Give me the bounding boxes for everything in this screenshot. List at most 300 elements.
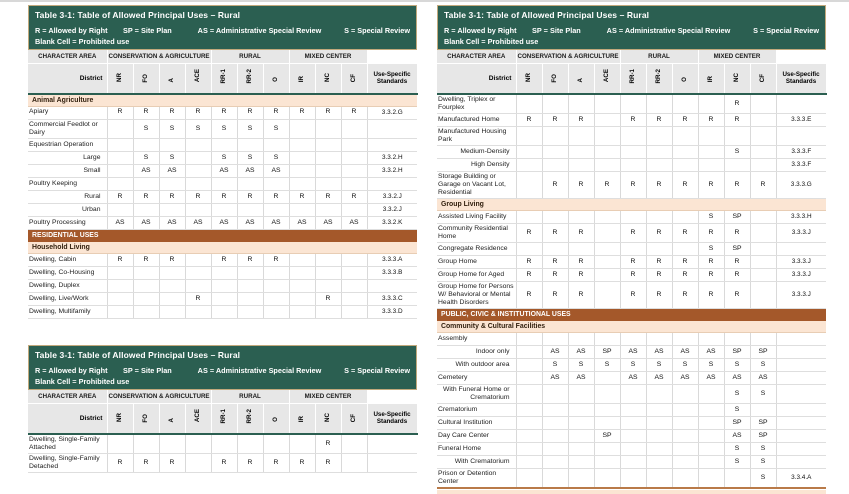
standard-ref-cell <box>367 279 417 292</box>
allowance-cell: R <box>133 253 159 266</box>
allowance-cell <box>620 145 646 158</box>
use-specific-standards-label: Use-Specific Standards <box>776 64 826 94</box>
allowance-cell <box>724 126 750 145</box>
allowance-cell <box>568 455 594 468</box>
allowance-cell <box>672 429 698 442</box>
allowance-cell <box>698 429 724 442</box>
allowance-cell <box>516 403 542 416</box>
allowance-cell <box>646 210 672 223</box>
column-group-2: RURAL <box>620 50 698 64</box>
allowance-cell <box>542 403 568 416</box>
standard-ref-cell <box>776 345 826 358</box>
allowance-cell <box>672 416 698 429</box>
allowance-cell <box>263 279 289 292</box>
district-code: FO <box>141 413 149 423</box>
table-row <box>437 113 826 126</box>
allowance-cell <box>107 305 133 318</box>
district-column-ACE <box>594 64 620 94</box>
standard-ref-cell: 3.3.3.F <box>776 158 826 171</box>
allowance-cell: R <box>133 106 159 119</box>
district-column-NC <box>315 64 341 94</box>
allowance-cell <box>107 434 133 454</box>
standard-ref-cell: 3.3.3.A <box>367 253 417 266</box>
allowance-cell <box>620 403 646 416</box>
standard-ref-cell <box>367 177 417 190</box>
use-name: Group Home for Aged <box>437 268 516 281</box>
allowance-cell <box>133 266 159 279</box>
allowance-cell <box>542 455 568 468</box>
subsection-header-row <box>437 321 826 333</box>
allowance-cell <box>185 279 211 292</box>
allowance-cell: R <box>672 281 698 308</box>
allowance-cell <box>620 242 646 255</box>
allowance-cell: S <box>263 119 289 138</box>
allowance-cell <box>594 384 620 403</box>
allowance-cell <box>698 416 724 429</box>
table-header <box>437 50 826 94</box>
subsection-header-row <box>437 198 826 210</box>
allowance-cell: R <box>568 171 594 198</box>
allowance-cell <box>341 164 367 177</box>
allowance-cell <box>516 358 542 371</box>
allowance-cell: S <box>698 358 724 371</box>
district-code: CF <box>349 414 357 423</box>
allowance-cell <box>341 434 367 454</box>
allowance-cell <box>159 292 185 305</box>
allowance-cell: R <box>698 171 724 198</box>
allowance-cell <box>646 416 672 429</box>
use-name: Poultry Keeping <box>28 177 107 190</box>
section-label: Group Living <box>437 198 826 210</box>
allowance-cell: R <box>646 255 672 268</box>
allowance-cell <box>516 126 542 145</box>
district-column-CF <box>341 404 367 434</box>
allowance-cell: R <box>724 113 750 126</box>
table-title: Table 3-1: Table of Allowed Principal Uses – Rural <box>444 10 650 20</box>
table-title-bar <box>28 345 417 390</box>
allowance-cell <box>646 455 672 468</box>
allowance-cell: SP <box>750 416 776 429</box>
section-label: Animal Agriculture <box>28 94 417 107</box>
standard-ref-cell <box>776 403 826 416</box>
allowance-cell: R <box>211 253 237 266</box>
allowance-cell <box>516 429 542 442</box>
allowance-cell <box>646 442 672 455</box>
allowance-cell <box>568 126 594 145</box>
table-row <box>437 223 826 242</box>
allowance-cell: S <box>646 358 672 371</box>
group-row-blank-cell <box>776 50 826 64</box>
district-code: ACE <box>193 69 201 83</box>
standard-ref-cell: 3.3.3.H <box>776 210 826 223</box>
district-label: District <box>437 64 516 94</box>
allowance-cell <box>289 253 315 266</box>
allowance-cell <box>516 242 542 255</box>
allowance-cell <box>341 266 367 279</box>
use-name: Cultural Institution <box>437 416 516 429</box>
district-column-RR-2 <box>237 404 263 434</box>
allowance-cell <box>698 332 724 345</box>
allowance-cell <box>750 332 776 345</box>
table-row <box>28 106 417 119</box>
allowance-cell <box>315 177 341 190</box>
allowance-cell: S <box>568 358 594 371</box>
allowance-cell <box>542 468 568 488</box>
table-row <box>437 384 826 403</box>
allowance-cell <box>516 171 542 198</box>
table-title: Table 3-1: Table of Allowed Principal Uses – Rural <box>35 10 241 20</box>
use-name: Manufactured Housing Park <box>437 126 516 145</box>
allowance-cell <box>107 266 133 279</box>
table-row <box>437 158 826 171</box>
allowance-cell <box>620 158 646 171</box>
allowance-cell: AS <box>542 371 568 384</box>
allowance-cell: R <box>672 223 698 242</box>
allowance-cell <box>542 158 568 171</box>
district-label: District <box>28 404 107 434</box>
allowance-cell: S <box>698 242 724 255</box>
table-header <box>28 50 417 94</box>
character-area-label: CHARACTER AREA <box>28 390 107 404</box>
allowance-cell <box>750 403 776 416</box>
allowance-cell: R <box>133 190 159 203</box>
allowance-cell <box>289 151 315 164</box>
allowance-cell <box>620 416 646 429</box>
allowance-cell <box>516 455 542 468</box>
allowance-cell: S <box>133 151 159 164</box>
allowance-cell <box>159 305 185 318</box>
cutoff-section-strip <box>437 490 826 494</box>
standard-ref-cell <box>776 442 826 455</box>
allowance-cell: S <box>133 119 159 138</box>
allowance-cell <box>237 292 263 305</box>
allowance-cell <box>315 138 341 151</box>
use-name: Equestrian Operation <box>28 138 107 151</box>
allowance-cell <box>315 266 341 279</box>
allowance-cell <box>107 279 133 292</box>
allowance-cell <box>750 145 776 158</box>
allowance-cell <box>698 442 724 455</box>
allowance-cell <box>211 203 237 216</box>
allowance-cell: R <box>289 190 315 203</box>
allowance-cell <box>341 203 367 216</box>
allowance-cell: AS <box>620 345 646 358</box>
table-row <box>437 171 826 198</box>
allowance-cell <box>568 94 594 114</box>
table-row <box>28 190 417 203</box>
district-column-O <box>263 64 289 94</box>
use-name: Urban <box>28 203 107 216</box>
allowance-cell: R <box>107 253 133 266</box>
allowance-cell <box>568 332 594 345</box>
allowance-cell <box>750 281 776 308</box>
uses-table-container <box>28 390 417 473</box>
allowance-cell: AS <box>341 216 367 229</box>
allowance-cell <box>594 403 620 416</box>
allowance-cell: AS <box>133 164 159 177</box>
allowance-cell <box>185 177 211 190</box>
allowance-cell: R <box>646 171 672 198</box>
legend-blank-cell: Blank Cell = Prohibited use <box>35 37 130 46</box>
allowance-cell <box>646 145 672 158</box>
allowance-cell <box>107 119 133 138</box>
allowance-cell: AS <box>542 345 568 358</box>
standard-ref-cell: 3.3.3.E <box>776 113 826 126</box>
allowance-cell <box>542 416 568 429</box>
allowance-cell <box>315 203 341 216</box>
allowance-cell <box>646 126 672 145</box>
allowance-cell: R <box>646 223 672 242</box>
use-name: Funeral Home <box>437 442 516 455</box>
section-label: Household Living <box>28 242 417 254</box>
district-code: CF <box>349 74 357 83</box>
allowance-cell: R <box>698 268 724 281</box>
allowance-cell <box>107 292 133 305</box>
allowance-cell <box>133 177 159 190</box>
allowance-cell <box>133 292 159 305</box>
district-column-FO <box>133 404 159 434</box>
district-code: ACE <box>193 409 201 423</box>
allowance-cell <box>185 151 211 164</box>
allowance-cell <box>672 468 698 488</box>
allowance-cell: R <box>672 255 698 268</box>
allowance-cell <box>341 177 367 190</box>
allowance-cell <box>672 94 698 114</box>
use-name: Dwelling, Co-Housing <box>28 266 107 279</box>
allowance-cell: R <box>724 255 750 268</box>
allowance-cell: R <box>516 223 542 242</box>
use-name: Dwelling, Triplex or Fourplex <box>437 94 516 114</box>
allowance-cell: R <box>568 268 594 281</box>
use-name: Manufactured Home <box>437 113 516 126</box>
standard-ref-cell: 3.3.2.J <box>367 203 417 216</box>
allowance-cell <box>750 255 776 268</box>
allowance-cell: R <box>133 453 159 472</box>
allowance-cell <box>341 138 367 151</box>
allowance-cell <box>211 305 237 318</box>
allowance-cell: R <box>315 434 341 454</box>
standard-ref-cell <box>776 455 826 468</box>
allowance-cell: R <box>542 171 568 198</box>
column-group-3: MIXED CENTER <box>698 50 776 64</box>
district-column-CF <box>341 64 367 94</box>
use-name: Assembly <box>437 332 516 345</box>
legend-item: AS = Administrative Special Review <box>197 26 322 35</box>
allowance-cell: R <box>315 453 341 472</box>
use-name: Group Home for Persons W/ Behavioral or Mental Health Disorders <box>437 281 516 308</box>
use-name: With Funeral Home or Crematorium <box>437 384 516 403</box>
use-name: Congregate Residence <box>437 242 516 255</box>
allowance-cell <box>620 384 646 403</box>
allowance-cell <box>620 126 646 145</box>
allowance-cell <box>594 442 620 455</box>
table-row <box>28 151 417 164</box>
district-header-row <box>28 404 417 434</box>
allowance-cell <box>594 145 620 158</box>
allowance-cell <box>750 113 776 126</box>
standard-ref-cell: 3.3.3.F <box>776 145 826 158</box>
allowance-cell: S <box>698 210 724 223</box>
allowance-cell: SP <box>724 416 750 429</box>
district-code: A <box>576 77 584 83</box>
allowance-cell: AS <box>724 371 750 384</box>
allowance-cell: R <box>568 255 594 268</box>
district-column-FO <box>542 64 568 94</box>
allowance-cell <box>237 266 263 279</box>
allowance-cell: S <box>750 455 776 468</box>
table-title-bar <box>437 5 826 50</box>
allowance-cell: R <box>211 453 237 472</box>
character-area-label: CHARACTER AREA <box>28 50 107 64</box>
allowance-cell: R <box>237 106 263 119</box>
allowance-cell: S <box>750 384 776 403</box>
allowance-cell <box>133 203 159 216</box>
allowance-cell <box>594 371 620 384</box>
use-name: Day Care Center <box>437 429 516 442</box>
standard-ref-cell: 3.3.3.J <box>776 223 826 242</box>
use-name: Assisted Living Facility <box>437 210 516 223</box>
allowance-cell <box>159 203 185 216</box>
allowance-cell <box>341 253 367 266</box>
table-title-bar <box>28 5 417 50</box>
allowance-cell: S <box>724 442 750 455</box>
allowance-cell <box>263 434 289 454</box>
allowance-cell: AS <box>159 216 185 229</box>
allowance-cell <box>750 242 776 255</box>
table-row <box>437 455 826 468</box>
table-row <box>437 345 826 358</box>
allowance-cell: R <box>341 190 367 203</box>
allowance-cell <box>568 442 594 455</box>
allowance-cell: R <box>542 268 568 281</box>
allowance-cell: R <box>672 113 698 126</box>
allowance-cell: R <box>620 255 646 268</box>
group-row-blank-cell <box>367 390 417 404</box>
allowance-cell <box>289 279 315 292</box>
allowance-cell: S <box>750 358 776 371</box>
allowance-cell: R <box>542 281 568 308</box>
allowance-cell <box>594 268 620 281</box>
allowance-cell <box>237 138 263 151</box>
allowance-cell: AS <box>237 216 263 229</box>
character-area-row <box>437 50 826 64</box>
use-name: Storage Building or Garage on Vacant Lot, Residential <box>437 171 516 198</box>
allowance-cell <box>594 126 620 145</box>
allowance-cell <box>698 158 724 171</box>
section-label: RESIDENTIAL USES <box>28 229 417 242</box>
legend-item: SP = Site Plan <box>532 26 581 35</box>
allowance-cell: R <box>315 106 341 119</box>
allowance-cell: R <box>516 268 542 281</box>
section-label: PUBLIC, CIVIC & INSTITUTIONAL USES <box>437 308 826 321</box>
allowance-cell <box>263 305 289 318</box>
allowance-cell: R <box>568 281 594 308</box>
allowance-cell: S <box>263 151 289 164</box>
allowance-cell <box>568 242 594 255</box>
district-column-NC <box>724 64 750 94</box>
use-name: Dwelling, Cabin <box>28 253 107 266</box>
allowance-cell: R <box>289 453 315 472</box>
allowance-cell <box>289 164 315 177</box>
allowance-cell <box>516 384 542 403</box>
allowance-cell: R <box>542 255 568 268</box>
allowance-cell: S <box>750 442 776 455</box>
allowance-cell: R <box>185 106 211 119</box>
table-row <box>437 255 826 268</box>
allowance-cell <box>646 468 672 488</box>
allowance-cell: R <box>159 106 185 119</box>
table-row <box>28 203 417 216</box>
allowance-cell: R <box>159 253 185 266</box>
allowance-cell: S <box>594 358 620 371</box>
allowance-cell <box>698 468 724 488</box>
allowance-cell: R <box>672 171 698 198</box>
table-body <box>28 94 417 319</box>
allowance-cell: R <box>185 190 211 203</box>
district-column-ACE <box>185 404 211 434</box>
allowance-cell <box>750 126 776 145</box>
district-column-CF <box>750 64 776 94</box>
allowance-cell <box>542 126 568 145</box>
table-panel-right <box>437 5 826 494</box>
allowance-cell <box>289 138 315 151</box>
standard-ref-cell: 3.3.2.H <box>367 151 417 164</box>
standard-ref-cell: 3.3.3.B <box>367 266 417 279</box>
group-row-blank-cell <box>367 50 417 64</box>
table-row <box>437 126 826 145</box>
district-code: NR <box>524 73 532 83</box>
allowance-cell: S <box>724 358 750 371</box>
allowance-cell <box>516 145 542 158</box>
table-row <box>437 416 826 429</box>
allowance-cell <box>724 468 750 488</box>
table-row <box>437 332 826 345</box>
allowance-cell <box>620 94 646 114</box>
district-code: O <box>680 77 688 83</box>
allowance-cell <box>594 416 620 429</box>
allowance-cell <box>263 266 289 279</box>
allowance-cell: R <box>698 255 724 268</box>
allowance-cell: R <box>237 190 263 203</box>
allowance-cell <box>185 453 211 472</box>
standard-ref-cell <box>367 138 417 151</box>
table-header <box>28 390 417 434</box>
table-row <box>28 138 417 151</box>
allowance-cell <box>159 279 185 292</box>
allowance-cell <box>646 242 672 255</box>
standard-ref-cell: 3.3.2.G <box>367 106 417 119</box>
allowance-cell <box>568 468 594 488</box>
allowance-cell: S <box>620 358 646 371</box>
allowance-cell <box>542 442 568 455</box>
allowance-cell <box>211 138 237 151</box>
column-group-1: CONSERVATION & AGRICULTURE <box>107 50 211 64</box>
allowance-cell: R <box>315 190 341 203</box>
use-name: Dwelling, Single-Family Detached <box>28 453 107 472</box>
allowance-cell <box>542 145 568 158</box>
standard-ref-cell <box>776 242 826 255</box>
district-column-O <box>672 64 698 94</box>
allowance-cell <box>724 158 750 171</box>
uses-table <box>437 50 827 489</box>
standard-ref-cell <box>367 119 417 138</box>
table-row <box>437 145 826 158</box>
district-column-A <box>568 64 594 94</box>
district-code: A <box>167 417 175 423</box>
allowance-cell <box>211 177 237 190</box>
allowance-cell: R <box>237 453 263 472</box>
allowance-cell <box>698 403 724 416</box>
